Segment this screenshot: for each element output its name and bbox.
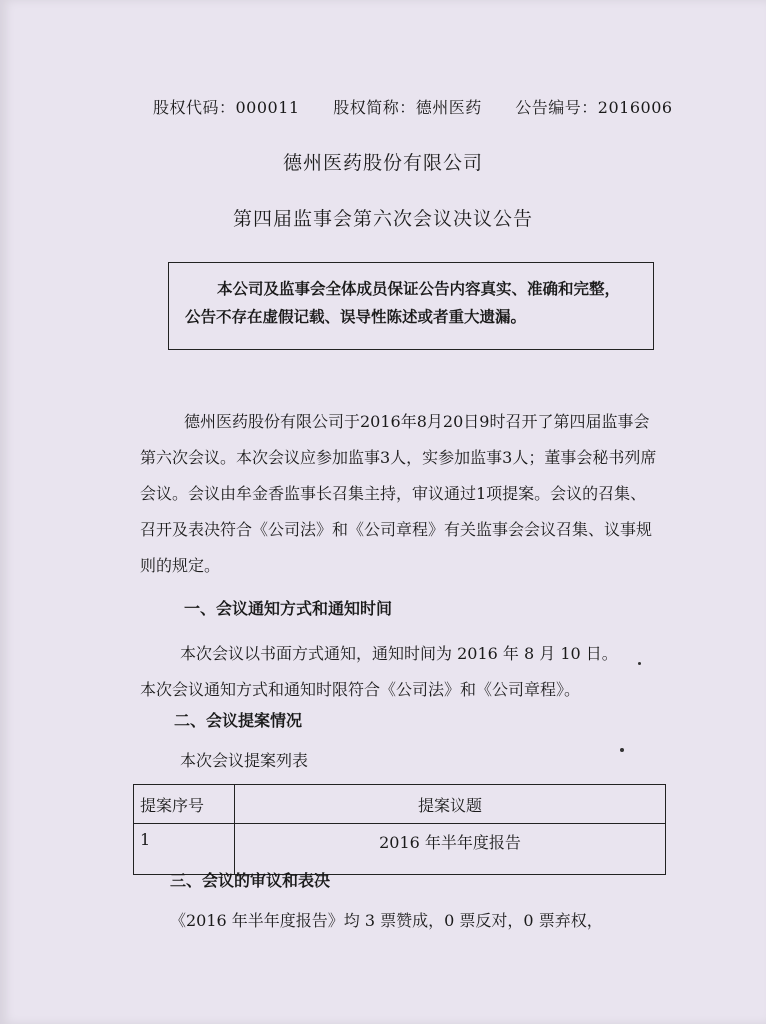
notice-line-2: 公告不存在虚假记载、误导性陈述或者重大遗漏。 <box>185 308 527 326</box>
stock-code: 股权代码：000011 <box>153 98 300 117</box>
proposal-number-cell: 1 <box>134 824 235 875</box>
notice-paragraph <box>140 636 660 708</box>
column-header-topic: 提案议题 <box>235 785 666 824</box>
proposal-topic-cell: 2016 年半年度报告 <box>235 824 666 875</box>
announcement-header <box>153 95 673 118</box>
section-heading-proposals: 二、会议提案情况 <box>174 711 303 730</box>
announcement-number: 公告编号：2016006 <box>515 98 673 117</box>
scan-speck <box>638 662 641 665</box>
vote-result-line: 《2016 年半年度报告》均 3 票赞成，0 票反对，0 票弃权， <box>170 911 603 930</box>
proposal-list-title: 本次会议提案列表 <box>180 751 309 770</box>
scan-speck <box>620 748 624 752</box>
notice-line-1: 本公司及监事会全体成员保证公告内容真实、准确和完整， <box>217 280 621 298</box>
notice-paragraph-line-2: 本次会议通知方式和通知时限符合《公司法》和《公司章程》。 <box>140 680 581 699</box>
company-title: 德州医药股份有限公司 <box>282 152 483 174</box>
section-heading-notice: 一、会议通知方式和通知时间 <box>184 599 393 618</box>
notice-paragraph-line-1: 本次会议以书面方式通知，通知时间为 2016 年 8 月 10 日。 <box>180 644 618 663</box>
table-header-row <box>134 785 666 824</box>
proposal-table <box>133 784 666 875</box>
meeting-title: 第四届监事会第六次会议决议公告 <box>232 208 533 230</box>
table-row <box>134 824 666 875</box>
integrity-notice-box <box>168 262 654 350</box>
section-heading-voting: 三、会议的审议和表决 <box>170 871 331 890</box>
intro-paragraph: 德州医药股份有限公司于2016年8月20日9时召开了第四届监事会第六次会议。本次会议应参加监事3人，实参加监事3人；董事会秘书列席会议。会议由牟金香监事长召集主持，审议通过1项提案。会议的召集、召开及表决符合《公司法》和《公司章程》有关监事会会议召集、议事规则的规定。 <box>140 412 657 575</box>
stock-short-name: 股权简称：德州医药 <box>333 98 482 117</box>
column-header-number: 提案序号 <box>134 785 235 824</box>
